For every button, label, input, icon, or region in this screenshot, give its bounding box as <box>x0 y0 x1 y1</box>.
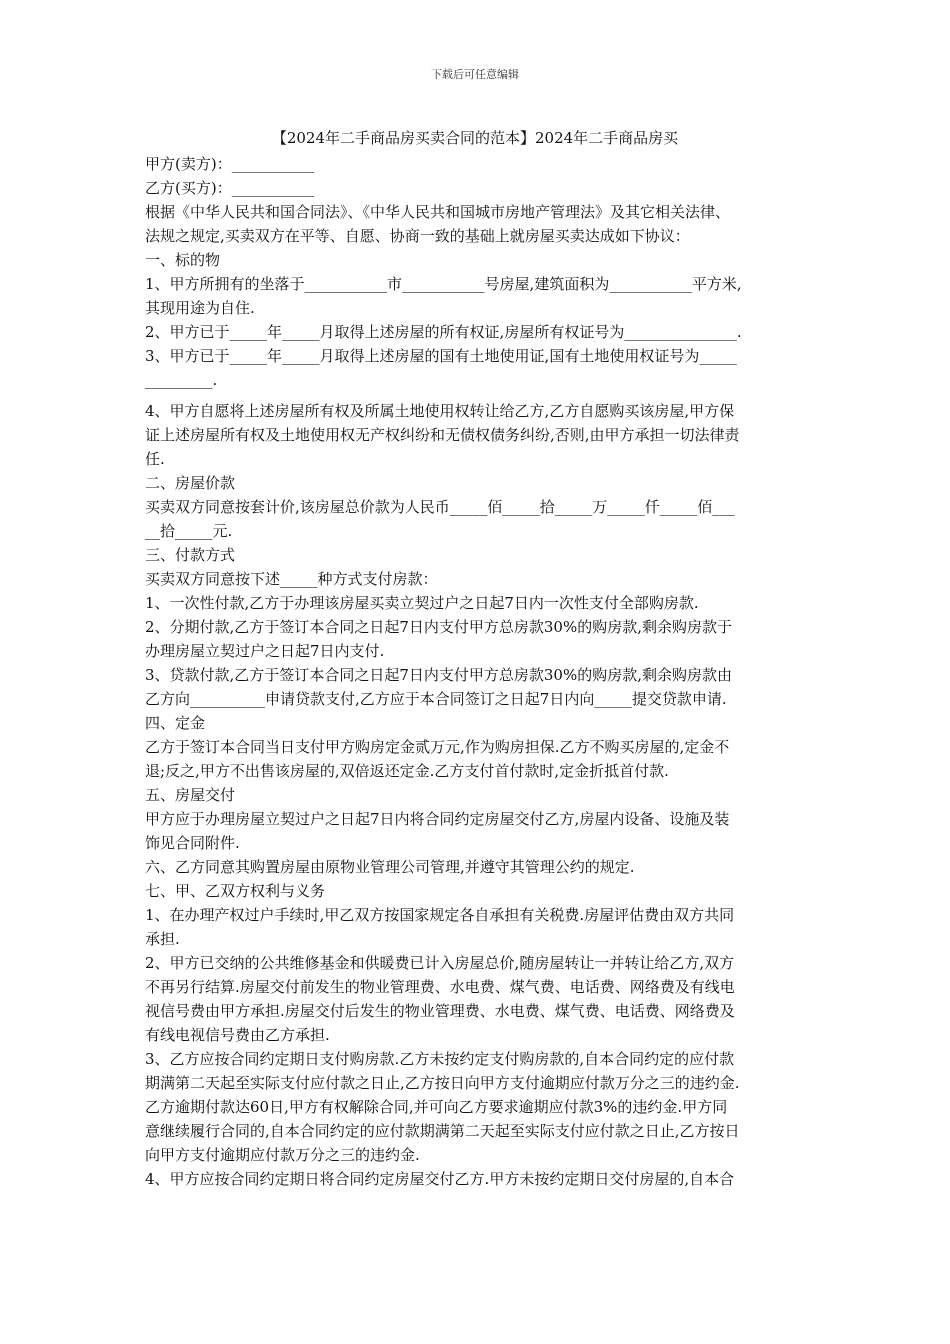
text-line: __拾_____元. <box>145 522 233 540</box>
text-line: 甲方应于办理房屋立契过户之日起7日内将合同约定房屋交付乙方,房屋内设备、设施及装 <box>145 810 730 828</box>
text-line: 其现用途为自住. <box>145 299 255 317</box>
text-line: 视信号费由甲方承担.房屋交付后发生的物业管理费、水电费、煤气费、电话费、网络费及 <box>145 1002 735 1020</box>
text-line: 甲方(卖方)：___________ <box>145 155 315 173</box>
section-heading: 六、乙方同意其购置房屋由原物业管理公司管理,并遵守其管理公约的规定. <box>145 858 635 876</box>
text-line: 根据《中华人民共和国合同法》、《中华人民共和国城市房地产管理法》及其它相关法律、 <box>145 203 731 221</box>
text-line: 办理房屋立契过户之日起7日内支付. <box>145 642 385 660</box>
text-line: 乙方向__________申请贷款支付,乙方应于本合同签订之日起7日内向_____提交贷款申请. <box>145 690 727 708</box>
paragraph-gap <box>145 392 810 399</box>
text-line: 承担. <box>145 930 180 948</box>
text-line: 任. <box>145 450 165 468</box>
text-line: 不再另行结算.房屋交付前发生的物业管理费、水电费、煤气费、电话费、网络费及有线电 <box>145 978 735 996</box>
text-line: 意继续履行合同的,自本合同约定的应付款期满第二天起至实际支付应付款之日止,乙方按日 <box>145 1122 740 1140</box>
text-line: 乙方于签订本合同当日支付甲方购房定金贰万元,作为购房担保.乙方不购买房屋的,定金不 <box>145 738 730 756</box>
text-line: 1、甲方所拥有的坐落于___________市___________号房屋,建筑面积为___________平方米, <box>145 275 742 293</box>
text-line: 退;反之,甲方不出售该房屋的,双倍返还定金.乙方支付首付款时,定金折抵首付款. <box>145 762 669 780</box>
text-line: 证上述房屋所有权及土地使用权无产权纠纷和无债权债务纠纷,否则,由甲方承担一切法律责 <box>145 426 740 444</box>
contract-body <box>145 152 810 1191</box>
text-line: 4、甲方自愿将上述房屋所有权及所属土地使用权转让给乙方,乙方自愿购买该房屋,甲方保 <box>145 402 735 420</box>
header-note: 下载后可任意编辑 <box>431 68 519 81</box>
text-line: 买卖双方同意按下述_____种方式支付房款： <box>145 570 438 588</box>
text-line: 1、在办理产权过户手续时,甲乙双方按国家规定各自承担有关税费.房屋评估费由双方共同 <box>145 906 735 924</box>
section-heading: 二、房屋价款 <box>145 474 236 492</box>
text-line: 2、分期付款,乙方于签订本合同之日起7日内支付甲方总房款30%的购房款,剩余购房款于 <box>145 618 732 636</box>
section-heading: 七、甲、乙双方权利与义务 <box>145 882 326 900</box>
text-line: 3、甲方已于_____年_____月取得上述房屋的国有土地使用证,国有土地使用权证号为_____ <box>145 347 737 365</box>
text-line: 4、甲方应按合同约定期日将合同约定房屋交付乙方.甲方未按约定期日交付房屋的,自本合 <box>145 1170 735 1188</box>
text-line: 1、一次性付款,乙方于办理该房屋买卖立契过户之日起7日内一次性支付全部购房款. <box>145 594 699 612</box>
section-heading: 五、房屋交付 <box>145 786 236 804</box>
section-heading: 一、标的物 <box>145 251 221 269</box>
text-line: 乙方(买方)：___________ <box>145 179 315 197</box>
text-line: 乙方逾期付款达60日,甲方有权解除合同,并可向乙方要求逾期应付款3%的违约金.甲方同 <box>145 1098 728 1116</box>
text-line: 饰见合同附件. <box>145 834 240 852</box>
text-line: 有线电视信号费由乙方承担. <box>145 1026 330 1044</box>
text-line: 向甲方支付逾期应付款万分之三的违约金. <box>145 1146 420 1164</box>
text-line: 期满第二天起至实际支付应付款之日止,乙方按日向甲方支付逾期应付款万分之三的违约金. <box>145 1074 740 1092</box>
section-heading: 四、定金 <box>145 714 206 732</box>
text-line: 法规之规定,买卖双方在平等、自愿、协商一致的基础上就房屋买卖达成如下协议： <box>145 227 690 245</box>
section-heading: 三、付款方式 <box>145 546 236 564</box>
document-title: 【2024年二手商品房买卖合同的范本】2024年二手商品房买 <box>271 129 679 147</box>
text-line: 2、甲方已于_____年_____月取得上述房屋的所有权证,房屋所有权证号为_______________. <box>145 323 742 341</box>
text-line: 3、乙方应按合同约定期日支付购房款.乙方未按约定支付购房款的,自本合同约定的应付款 <box>145 1050 735 1068</box>
text-line: 3、贷款付款,乙方于签订本合同之日起7日内支付甲方总房款30%的购房款,剩余购房款由 <box>145 666 732 684</box>
text-line: _________. <box>145 371 218 389</box>
text-line: 买卖双方同意按套计价,该房屋总价款为人民币_____佰_____拾_____万_____仟_____佰___ <box>145 498 735 516</box>
text-line: 2、甲方已交纳的公共维修基金和供暖费已计入房屋总价,随房屋转让一并转让给乙方,双方 <box>145 954 735 972</box>
